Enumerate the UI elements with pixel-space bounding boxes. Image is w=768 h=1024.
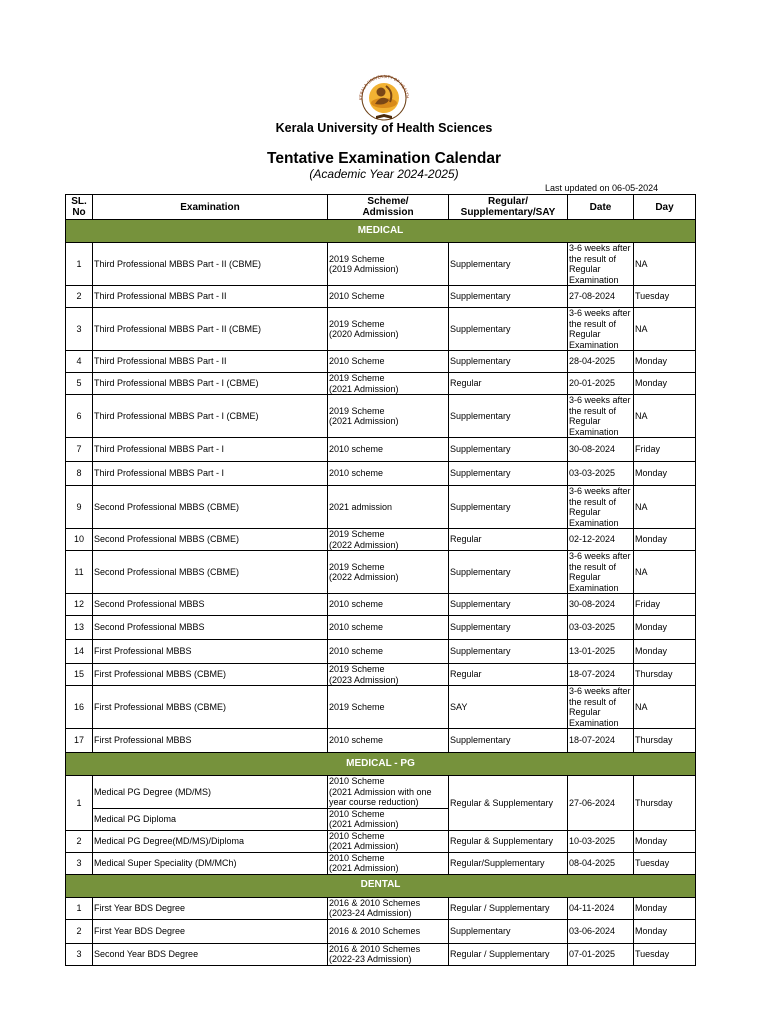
cell-sl: 7 [66, 438, 93, 462]
cell-scheme: 2010 Scheme [328, 286, 449, 308]
cell-type: Regular [449, 373, 568, 395]
cell-examination: Third Professional MBBS Part - II [93, 351, 328, 373]
cell-sl: 17 [66, 729, 93, 753]
cell-sl: 15 [66, 664, 93, 686]
cell-day: Monday [634, 351, 696, 373]
cell-scheme: 2010 scheme [328, 616, 449, 640]
col-header-examination: Examination [93, 195, 328, 220]
cell-date: 13-01-2025 [568, 640, 634, 664]
cell-sl: 16 [66, 686, 93, 729]
cell-day: Thursday [634, 664, 696, 686]
cell-day: Thursday [634, 776, 696, 831]
cell-day: Friday [634, 438, 696, 462]
cell-type: Regular & Supplementary [449, 776, 568, 831]
table-row [66, 616, 696, 640]
cell-examination: Third Professional MBBS Part - II (CBME) [93, 308, 328, 351]
cell-day: Monday [634, 462, 696, 486]
table-row [66, 486, 696, 529]
cell-examination: Second Professional MBBS [93, 594, 328, 616]
cell-day: Monday [634, 529, 696, 551]
cell-examination: First Professional MBBS (CBME) [93, 664, 328, 686]
table-row [66, 351, 696, 373]
cell-type: Supplementary [449, 308, 568, 351]
cell-scheme: 2010 scheme [328, 462, 449, 486]
logo-arc-text: KERALA UNIVERSITY OF HEALTH [357, 73, 410, 101]
cell-scheme: 2010 scheme [328, 640, 449, 664]
cell-type: Supplementary [449, 594, 568, 616]
cell-examination: Medical PG Diploma [93, 808, 328, 830]
cell-type: Supplementary [449, 243, 568, 286]
cell-type: SAY [449, 686, 568, 729]
cell-examination: Second Professional MBBS (CBME) [93, 529, 328, 551]
col-header-type: Regular/ Supplementary/SAY [449, 195, 568, 220]
cell-date: 30-08-2024 [568, 594, 634, 616]
section-title: MEDICAL - PG [66, 753, 696, 776]
cell-sl: 9 [66, 486, 93, 529]
table-row [66, 943, 696, 965]
cell-date: 3-6 weeks after the result of Regular Examination [568, 686, 634, 729]
table-row [66, 640, 696, 664]
cell-scheme: 2021 admission [328, 486, 449, 529]
cell-date: 18-07-2024 [568, 664, 634, 686]
cell-type: Regular/Supplementary [449, 852, 568, 874]
page-title: Tentative Examination Calendar [267, 150, 501, 167]
cell-type: Regular & Supplementary [449, 830, 568, 852]
cell-date: 03-06-2024 [568, 919, 634, 943]
cell-examination: Second Year BDS Degree [93, 943, 328, 965]
cell-day: Thursday [634, 729, 696, 753]
cell-sl: 5 [66, 373, 93, 395]
cell-date: 3-6 weeks after the result of Regular Examination [568, 486, 634, 529]
cell-examination: Second Professional MBBS [93, 616, 328, 640]
cell-scheme: 2019 Scheme (2021 Admission) [328, 395, 449, 438]
cell-date: 20-01-2025 [568, 373, 634, 395]
table-row [66, 551, 696, 594]
cell-examination: Second Professional MBBS (CBME) [93, 486, 328, 529]
cell-examination: Third Professional MBBS Part - II (CBME) [93, 243, 328, 286]
cell-examination: Medical PG Degree(MD/MS)/Diploma [93, 830, 328, 852]
cell-date: 03-03-2025 [568, 616, 634, 640]
cell-date: 30-08-2024 [568, 438, 634, 462]
cell-sl: 1 [66, 897, 93, 919]
cell-type: Supplementary [449, 551, 568, 594]
table-row [66, 852, 696, 874]
cell-day: NA [634, 395, 696, 438]
table-row [66, 308, 696, 351]
cell-sl: 2 [66, 919, 93, 943]
cell-sl: 12 [66, 594, 93, 616]
cell-examination: Third Professional MBBS Part - II [93, 286, 328, 308]
cell-sl: 2 [66, 830, 93, 852]
table-row [66, 594, 696, 616]
section-header-row [66, 220, 696, 243]
cell-day: Tuesday [634, 852, 696, 874]
cell-sl: 11 [66, 551, 93, 594]
cell-type: Supplementary [449, 462, 568, 486]
section-title: MEDICAL [66, 220, 696, 243]
table-row [66, 286, 696, 308]
col-header-sl: SL. No [66, 195, 93, 220]
table-row [66, 897, 696, 919]
university-logo [350, 70, 418, 124]
cell-scheme: 2016 & 2010 Schemes (2022-23 Admission) [328, 943, 449, 965]
cell-sl: 1 [66, 776, 93, 831]
cell-date: 07-01-2025 [568, 943, 634, 965]
table-row [66, 243, 696, 286]
cell-sl: 13 [66, 616, 93, 640]
section-title: DENTAL [66, 874, 696, 897]
cell-sl: 6 [66, 395, 93, 438]
cell-date: 3-6 weeks after the result of Regular Examination [568, 243, 634, 286]
cell-examination: Second Professional MBBS (CBME) [93, 551, 328, 594]
table-row [66, 729, 696, 753]
cell-type: Supplementary [449, 640, 568, 664]
cell-scheme: 2019 Scheme (2022 Admission) [328, 551, 449, 594]
cell-date: 27-08-2024 [568, 286, 634, 308]
cell-scheme: 2010 scheme [328, 594, 449, 616]
cell-examination: Third Professional MBBS Part - I (CBME) [93, 395, 328, 438]
cell-day: Tuesday [634, 943, 696, 965]
cell-examination: Third Professional MBBS Part - I [93, 462, 328, 486]
last-updated: Last updated on 06-05-2024 [545, 183, 659, 193]
cell-scheme: 2019 Scheme (2021 Admission) [328, 373, 449, 395]
cell-scheme: 2019 Scheme (2019 Admission) [328, 243, 449, 286]
cell-sl: 1 [66, 243, 93, 286]
cell-date: 3-6 weeks after the result of Regular Examination [568, 395, 634, 438]
cell-scheme: 2016 & 2010 Schemes (2023-24 Admission) [328, 897, 449, 919]
cell-date: 02-12-2024 [568, 529, 634, 551]
cell-scheme: 2016 & 2010 Schemes [328, 919, 449, 943]
cell-scheme: 2019 Scheme (2023 Admission) [328, 664, 449, 686]
cell-day: NA [634, 243, 696, 286]
cell-type: Supplementary [449, 286, 568, 308]
cell-date: 27-06-2024 [568, 776, 634, 831]
table-row [66, 395, 696, 438]
cell-scheme: 2019 Scheme [328, 686, 449, 729]
cell-date: 18-07-2024 [568, 729, 634, 753]
cell-date: 03-03-2025 [568, 462, 634, 486]
section-header-row [66, 874, 696, 897]
table-row [66, 919, 696, 943]
cell-sl: 10 [66, 529, 93, 551]
university-name: Kerala University of Health Sciences [275, 121, 493, 135]
cell-day: Monday [634, 640, 696, 664]
cell-day: NA [634, 551, 696, 594]
table-header-row [66, 195, 696, 220]
section-header-row [66, 753, 696, 776]
cell-type: Supplementary [449, 486, 568, 529]
cell-examination: First Year BDS Degree [93, 919, 328, 943]
table-row [66, 664, 696, 686]
cell-type: Supplementary [449, 351, 568, 373]
cell-day: NA [634, 308, 696, 351]
cell-date: 10-03-2025 [568, 830, 634, 852]
cell-examination: Third Professional MBBS Part - I (CBME) [93, 373, 328, 395]
cell-scheme: 2010 Scheme (2021 Admission with one year course reduction) [328, 776, 449, 809]
cell-day: Friday [634, 594, 696, 616]
cell-scheme: 2010 scheme [328, 438, 449, 462]
cell-sl: 14 [66, 640, 93, 664]
table-row [66, 529, 696, 551]
cell-sl: 3 [66, 943, 93, 965]
cell-type: Supplementary [449, 395, 568, 438]
cell-sl: 2 [66, 286, 93, 308]
cell-examination: First Professional MBBS (CBME) [93, 686, 328, 729]
cell-scheme: 2019 Scheme (2020 Admission) [328, 308, 449, 351]
cell-date: 28-04-2025 [568, 351, 634, 373]
cell-scheme: 2010 Scheme (2021 Admission) [328, 830, 449, 852]
exam-calendar-table [65, 194, 696, 966]
cell-examination: Third Professional MBBS Part - I [93, 438, 328, 462]
cell-type: Regular [449, 529, 568, 551]
cell-date: 08-04-2025 [568, 852, 634, 874]
cell-date: 3-6 weeks after the result of Regular Examination [568, 308, 634, 351]
col-header-date: Date [568, 195, 634, 220]
cell-day: Tuesday [634, 286, 696, 308]
cell-type: Regular [449, 664, 568, 686]
cell-day: Monday [634, 373, 696, 395]
cell-sl: 3 [66, 852, 93, 874]
cell-scheme: 2010 Scheme [328, 351, 449, 373]
cell-day: Monday [634, 897, 696, 919]
cell-scheme: 2019 Scheme (2022 Admission) [328, 529, 449, 551]
cell-scheme: 2010 Scheme (2021 Admission) [328, 852, 449, 874]
cell-scheme: 2010 scheme [328, 729, 449, 753]
cell-examination: Medical PG Degree (MD/MS) [93, 776, 328, 809]
table-row [66, 776, 696, 809]
cell-examination: Medical Super Speciality (DM/MCh) [93, 852, 328, 874]
cell-day: Monday [634, 616, 696, 640]
cell-day: NA [634, 686, 696, 729]
col-header-scheme: Scheme/ Admission [328, 195, 449, 220]
cell-examination: First Professional MBBS [93, 640, 328, 664]
academic-year: (Academic Year 2024-2025) [309, 167, 459, 181]
cell-examination: First Professional MBBS [93, 729, 328, 753]
cell-type: Regular / Supplementary [449, 943, 568, 965]
cell-type: Supplementary [449, 616, 568, 640]
cell-day: Monday [634, 919, 696, 943]
cell-type: Supplementary [449, 438, 568, 462]
cell-sl: 3 [66, 308, 93, 351]
cell-type: Supplementary [449, 729, 568, 753]
table-row [66, 686, 696, 729]
table-row [66, 373, 696, 395]
cell-date: 3-6 weeks after the result of Regular Examination [568, 551, 634, 594]
table-row [66, 462, 696, 486]
cell-type: Supplementary [449, 919, 568, 943]
cell-scheme: 2010 Scheme (2021 Admission) [328, 808, 449, 830]
cell-sl: 8 [66, 462, 93, 486]
cell-type: Regular / Supplementary [449, 897, 568, 919]
cell-examination: First Year BDS Degree [93, 897, 328, 919]
cell-day: Monday [634, 830, 696, 852]
cell-date: 04-11-2024 [568, 897, 634, 919]
cell-day: NA [634, 486, 696, 529]
col-header-day: Day [634, 195, 696, 220]
cell-sl: 4 [66, 351, 93, 373]
table-row [66, 438, 696, 462]
table-row [66, 830, 696, 852]
